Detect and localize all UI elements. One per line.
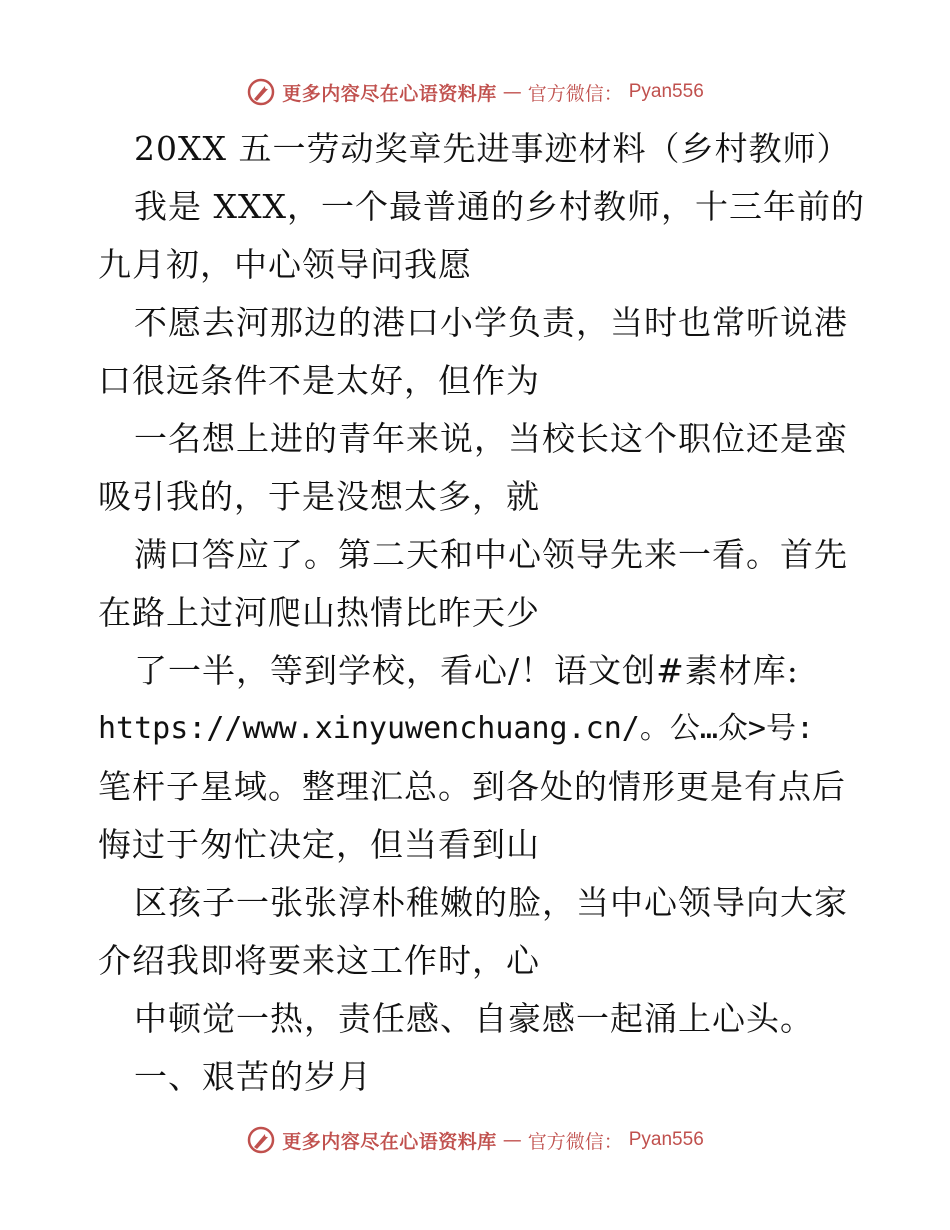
- paragraph-line: 不愿去河那边的港口小学负责，当时也常听说港: [134, 303, 848, 342]
- paragraph-line: 吸引我的，于是没想太多，就: [98, 477, 540, 516]
- paragraph-line: 悔过于匆忙决定，但当看到山: [98, 825, 540, 864]
- banner-dash: —: [502, 81, 522, 103]
- paragraph-line: 了一半，等到学校，看心/！语文创#素材库:: [134, 651, 799, 690]
- paragraph-line: 满口答应了。第二天和中心领导先来一看。首先: [134, 535, 848, 574]
- banner-label: 更多内容尽在心语资料库: [282, 82, 497, 105]
- document-title: 20XX 五一劳动奖章先进事迹材料（乡村教师）: [134, 129, 851, 168]
- banner-dash: —: [502, 1129, 522, 1151]
- banner-official-label: 官方微信：: [527, 1130, 623, 1153]
- banner-label: 更多内容尽在心语资料库: [282, 1130, 497, 1153]
- pen-nib-circle-icon: [246, 77, 276, 107]
- paragraph-line: 口很远条件不是太好，但作为: [98, 361, 540, 400]
- document-body: [98, 120, 865, 1106]
- banner-wechat-id: Pyan556: [628, 81, 704, 102]
- paragraph-line: 一名想上进的青年来说，当校长这个职位还是蛮: [134, 419, 848, 458]
- banner-official-label: 官方微信：: [527, 82, 623, 105]
- paragraph-line: 区孩子一张张淳朴稚嫩的脸，当中心领导向大家: [134, 883, 848, 922]
- header-banner: [0, 72, 950, 112]
- pen-nib-circle-icon: [246, 1125, 276, 1155]
- paragraph-line: 笔杆子星域。整理汇总。到各处的情形更是有点后: [98, 767, 846, 806]
- section-heading: 一、艰苦的岁月: [134, 1057, 372, 1096]
- paragraph-line: 我是 XXX，一个最普通的乡村教师，十三年前的: [134, 187, 865, 226]
- paragraph-line: 在路上过河爬山热情比昨天少: [98, 593, 540, 632]
- paragraph-line: 介绍我即将要来这工作时，心: [98, 941, 540, 980]
- paragraph-line: 中顿觉一热，责任感、自豪感一起涌上心头。: [134, 999, 814, 1038]
- banner-wechat-id: Pyan556: [628, 1129, 704, 1150]
- paragraph-line: 九月初，中心领导问我愿: [98, 245, 472, 284]
- url-line: https://www.xinyuwenchuang.cn/。公…众>号:: [98, 711, 815, 746]
- footer-banner: [0, 1120, 950, 1160]
